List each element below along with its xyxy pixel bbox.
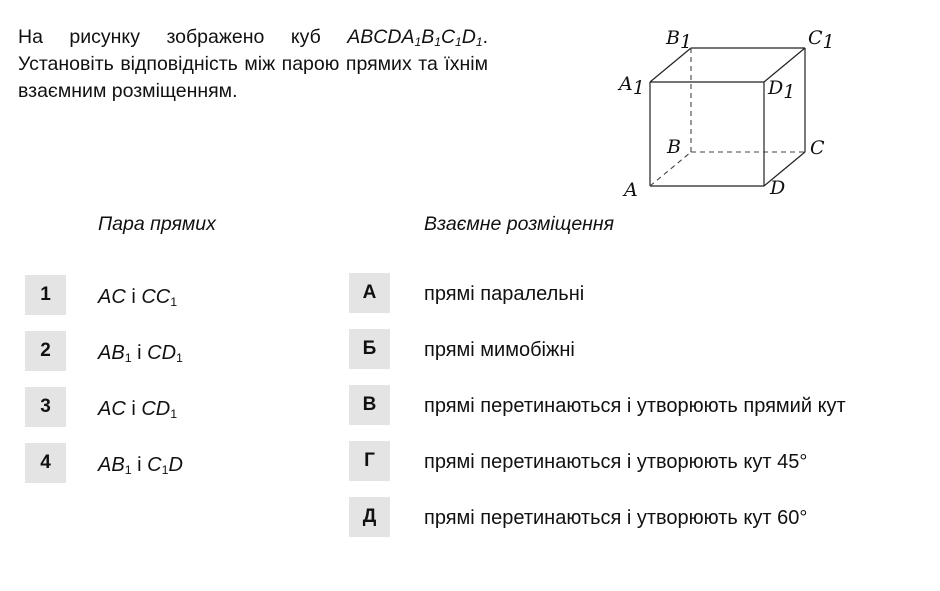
vertex-label-c: C [810, 137, 825, 159]
task-text-intro: На рисунку зображено куб [18, 26, 348, 48]
pair-item: $AB_1$ і $C_1D$ [98, 454, 183, 478]
header-relative-position: Взаємне розміщення [424, 213, 615, 235]
option-text: прямі перетинаються і утворюють прямий кут [424, 395, 846, 417]
pair-item: AC і $CC_1$ [98, 286, 178, 310]
vertex-label-d1: D1 [768, 77, 796, 103]
vertex-label-a: A [624, 179, 638, 201]
vertex-label-a1: A1 [619, 73, 645, 99]
cube-name: $ABCDA_1B_1C_1D_1$ [347, 26, 483, 50]
option-text: прямі мимобіжні [424, 339, 575, 361]
option-text: прямі паралельні [424, 283, 585, 305]
option-letter-badge: Г [349, 441, 390, 481]
vertex-label-c1: C1 [808, 27, 835, 53]
pair-number-badge: 1 [25, 275, 66, 315]
option-letter-badge: Д [349, 497, 390, 537]
task-text-instruction: . Установіть відповідність між парою прямих та їхнім взаємним розміщенням. [18, 26, 488, 102]
pair-number-badge: 2 [25, 331, 66, 371]
vertex-label-b1: B1 [666, 27, 693, 53]
header-line-pairs: Пара прямих [98, 213, 216, 235]
option-text: прямі перетинаються і утворюють кут 45° [424, 451, 808, 473]
pair-item: AC і $CD_1$ [98, 398, 178, 422]
pair-number-badge: 4 [25, 443, 66, 483]
pair-number-badge: 3 [25, 387, 66, 427]
vertex-label-d: D [770, 177, 786, 199]
task-statement [18, 24, 488, 105]
option-text: прямі перетинаються і утворюють кут 60° [424, 507, 808, 529]
pair-item: $AB_1$ і $CD_1$ [98, 342, 183, 366]
cube-figure [612, 22, 844, 202]
option-letter-badge: А [349, 273, 390, 313]
vertex-label-b: B [667, 136, 681, 158]
option-letter-badge: Б [349, 329, 390, 369]
edge-a1-b1 [650, 48, 691, 82]
option-letter-badge: В [349, 385, 390, 425]
